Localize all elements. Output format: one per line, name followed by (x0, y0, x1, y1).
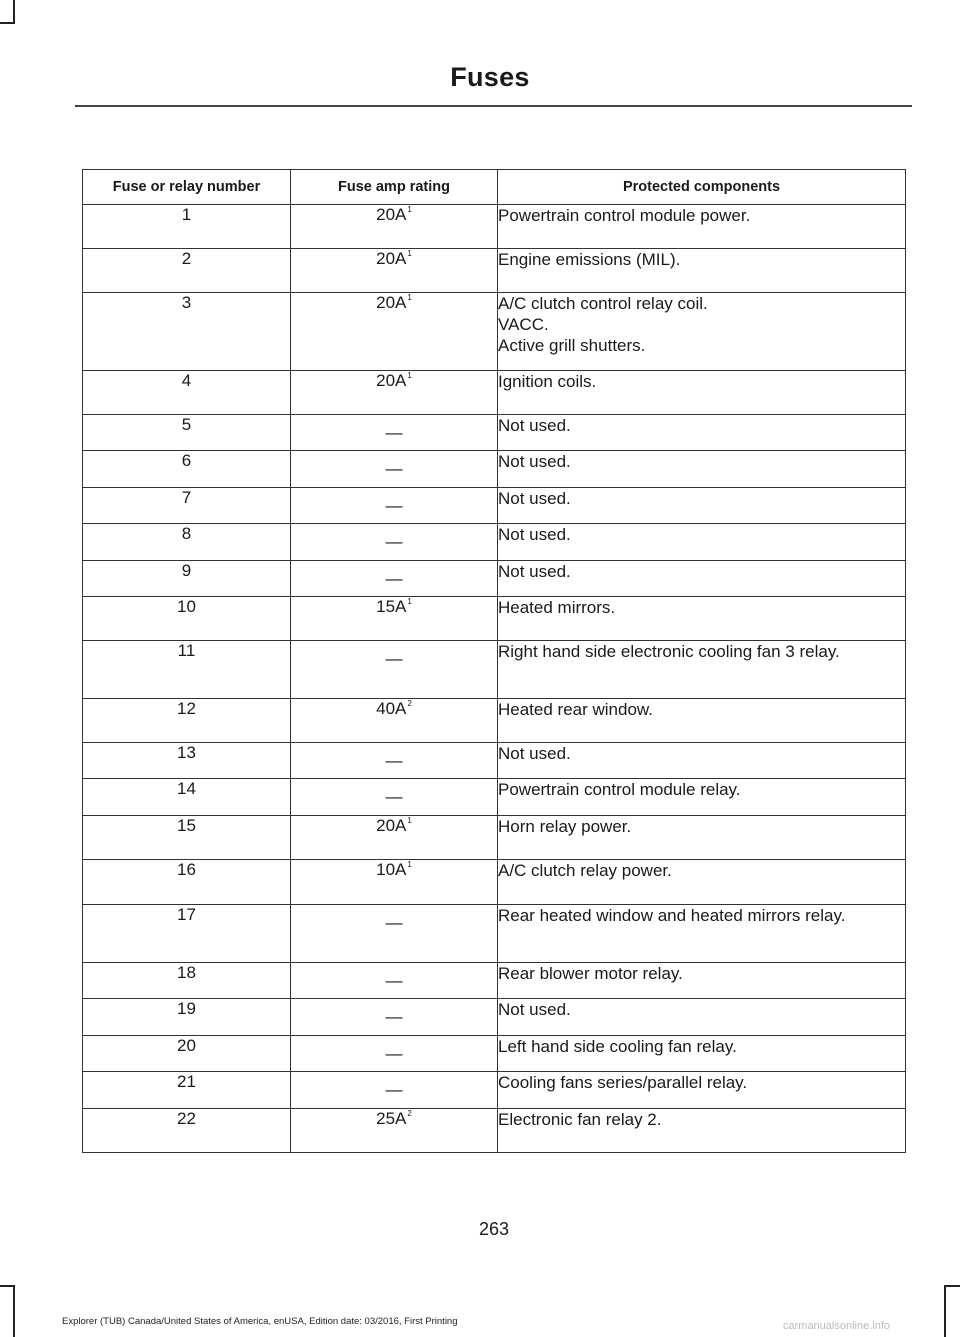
amp-rating-cell (291, 743, 498, 779)
amp-rating-value: — (385, 751, 403, 770)
fuse-number-cell: 8 (83, 524, 291, 561)
fuse-number-cell: 11 (83, 641, 291, 699)
footnote-marker: 1 (407, 860, 412, 869)
amp-rating-value: — (385, 1044, 403, 1063)
table-row (83, 249, 906, 293)
protected-components-cell (498, 963, 906, 999)
amp-rating-cell (291, 597, 498, 641)
amp-rating-value: — (385, 913, 403, 932)
fuse-number-cell: 18 (83, 963, 291, 999)
amp-rating-value: — (385, 423, 403, 442)
amp-rating-value: — (385, 569, 403, 588)
fuse-number-cell: 15 (83, 816, 291, 860)
table-row (83, 641, 906, 699)
protected-components-cell (498, 816, 906, 860)
table-row (83, 1072, 906, 1109)
table-header-row (83, 170, 906, 205)
fuse-number-cell: 14 (83, 779, 291, 816)
amp-rating-cell (291, 905, 498, 963)
component-line: Cooling fans series/parallel relay. (498, 1073, 748, 1092)
column-header-amp-rating: Fuse amp rating (291, 170, 498, 205)
fuse-number-cell: 3 (83, 293, 291, 371)
fuse-number-cell: 2 (83, 249, 291, 293)
protected-components-cell (498, 205, 906, 249)
table-row (83, 963, 906, 999)
amp-rating-cell (291, 415, 498, 451)
amp-rating-cell (291, 641, 498, 699)
edition-footer: Explorer (TUB) Canada/United States of America, enUSA, Edition date: 03/2016, First Printing (62, 1316, 458, 1327)
amp-rating-cell (291, 205, 498, 249)
fuse-number-cell: 7 (83, 488, 291, 524)
fuse-number-cell: 9 (83, 561, 291, 597)
fuse-number-cell: 21 (83, 1072, 291, 1109)
protected-components-cell (498, 999, 906, 1036)
component-line: Not used. (498, 1000, 571, 1019)
amp-rating-cell (291, 451, 498, 488)
crop-mark (13, 1285, 15, 1337)
amp-rating-value: 20A (376, 205, 407, 224)
footnote-marker: 2 (407, 1109, 412, 1118)
amp-rating-value: 20A (376, 816, 407, 835)
fuse-number-cell: 13 (83, 743, 291, 779)
footnote-marker: 1 (407, 249, 412, 258)
component-line: Heated rear window. (498, 700, 653, 719)
amp-rating-value: — (385, 649, 403, 668)
amp-rating-cell (291, 249, 498, 293)
protected-components-cell (498, 699, 906, 743)
amp-rating-cell (291, 293, 498, 371)
table-row (83, 415, 906, 451)
table-row (83, 524, 906, 561)
amp-rating-value: 40A (376, 699, 407, 718)
amp-rating-value: — (385, 787, 403, 806)
fuse-table-body (83, 205, 906, 1153)
protected-components-cell (498, 293, 906, 371)
amp-rating-cell (291, 561, 498, 597)
protected-components-cell (498, 488, 906, 524)
component-line: Powertrain control module relay. (498, 780, 741, 799)
page-number: 263 (478, 1219, 510, 1239)
amp-rating-value: 10A (376, 860, 407, 879)
component-line: A/C clutch control relay coil. (498, 294, 708, 313)
fuse-number-cell: 19 (83, 999, 291, 1036)
amp-rating-value: 20A (376, 249, 407, 268)
protected-components-cell (498, 1072, 906, 1109)
fuse-number-cell: 17 (83, 905, 291, 963)
column-header-fuse-number: Fuse or relay number (83, 170, 291, 205)
protected-components-cell (498, 371, 906, 415)
protected-components-cell (498, 1109, 906, 1153)
amp-rating-value: — (385, 496, 403, 515)
table-row (83, 205, 906, 249)
crop-mark (13, 0, 15, 22)
component-line: Active grill shutters. (498, 336, 646, 355)
protected-components-cell (498, 743, 906, 779)
protected-components-cell (498, 1036, 906, 1072)
footnote-marker: 1 (407, 816, 412, 825)
amp-rating-cell (291, 779, 498, 816)
component-line: Not used. (498, 744, 571, 763)
protected-components-cell (498, 561, 906, 597)
component-line: Ignition coils. (498, 372, 597, 391)
fuse-number-cell: 6 (83, 451, 291, 488)
component-line: Left hand side cooling fan relay. (498, 1037, 737, 1056)
component-line: Rear heated window and heated mirrors relay. (498, 906, 846, 925)
component-line: Engine emissions (MIL). (498, 250, 681, 269)
table-row (83, 816, 906, 860)
footnote-marker: 1 (407, 205, 412, 214)
fuse-number-cell: 12 (83, 699, 291, 743)
watermark: carmanualsonline.info (783, 1320, 891, 1332)
table-row (83, 293, 906, 371)
column-header-protected-components: Protected components (498, 170, 906, 205)
amp-rating-value: 20A (376, 371, 407, 390)
component-line: Powertrain control module power. (498, 206, 751, 225)
amp-rating-value: 25A (376, 1109, 407, 1128)
footnote-marker: 1 (407, 371, 412, 380)
component-line: Right hand side electronic cooling fan 3 relay. (498, 642, 840, 661)
component-line: Electronic fan relay 2. (498, 1110, 662, 1129)
amp-rating-cell (291, 524, 498, 561)
footnote-marker: 1 (407, 597, 412, 606)
table-row (83, 488, 906, 524)
table-row (83, 905, 906, 963)
component-line: VACC. (498, 315, 549, 334)
amp-rating-value: — (385, 1080, 403, 1099)
protected-components-cell (498, 779, 906, 816)
amp-rating-cell (291, 1036, 498, 1072)
protected-components-cell (498, 451, 906, 488)
amp-rating-cell (291, 699, 498, 743)
fuse-number-cell: 1 (83, 205, 291, 249)
fuse-number-cell: 5 (83, 415, 291, 451)
amp-rating-cell (291, 1109, 498, 1153)
amp-rating-value: — (385, 971, 403, 990)
protected-components-cell (498, 415, 906, 451)
page-title: Fuses (450, 62, 530, 92)
component-line: A/C clutch relay power. (498, 861, 672, 880)
table-row (83, 743, 906, 779)
amp-rating-cell (291, 816, 498, 860)
amp-rating-value: — (385, 532, 403, 551)
amp-rating-value: — (385, 459, 403, 478)
component-line: Not used. (498, 452, 571, 471)
component-line: Not used. (498, 525, 571, 544)
crop-mark (944, 1285, 946, 1337)
protected-components-cell (498, 249, 906, 293)
fuse-number-cell: 4 (83, 371, 291, 415)
component-line: Horn relay power. (498, 817, 632, 836)
crop-mark (0, 22, 15, 24)
protected-components-cell (498, 860, 906, 905)
table-row (83, 779, 906, 816)
table-row (83, 1036, 906, 1072)
amp-rating-value: 15A (376, 597, 407, 616)
component-line: Heated mirrors. (498, 598, 616, 617)
table-row (83, 1109, 906, 1153)
protected-components-cell (498, 597, 906, 641)
table-row (83, 597, 906, 641)
amp-rating-value: — (385, 1007, 403, 1026)
table-row (83, 451, 906, 488)
fuse-number-cell: 10 (83, 597, 291, 641)
amp-rating-cell (291, 371, 498, 415)
amp-rating-value: 20A (376, 293, 407, 312)
amp-rating-cell (291, 488, 498, 524)
table-row (83, 561, 906, 597)
table-row (83, 371, 906, 415)
footnote-marker: 2 (407, 699, 412, 708)
component-line: Not used. (498, 416, 571, 435)
protected-components-cell (498, 905, 906, 963)
protected-components-cell (498, 524, 906, 561)
fuse-number-cell: 20 (83, 1036, 291, 1072)
fuse-table (82, 169, 906, 1153)
protected-components-cell (498, 641, 906, 699)
amp-rating-cell (291, 1072, 498, 1109)
amp-rating-cell (291, 963, 498, 999)
table-row (83, 860, 906, 905)
component-line: Not used. (498, 489, 571, 508)
amp-rating-cell (291, 860, 498, 905)
title-rule (75, 105, 912, 107)
footnote-marker: 1 (407, 293, 412, 302)
amp-rating-cell (291, 999, 498, 1036)
component-line: Rear blower motor relay. (498, 964, 683, 983)
fuse-number-cell: 22 (83, 1109, 291, 1153)
table-row (83, 999, 906, 1036)
component-line: Not used. (498, 562, 571, 581)
crop-mark (944, 1285, 960, 1287)
table-row (83, 699, 906, 743)
fuse-number-cell: 16 (83, 860, 291, 905)
crop-mark (0, 1285, 15, 1287)
